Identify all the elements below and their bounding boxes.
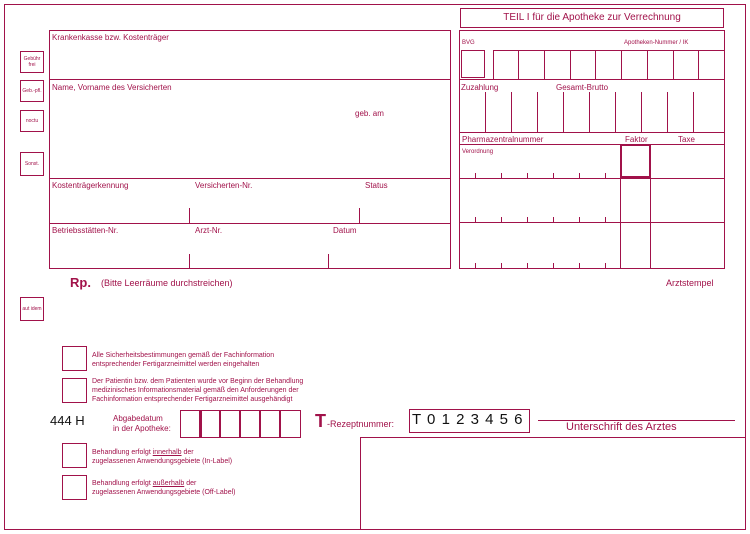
fee-label: Taxe — [678, 135, 695, 144]
copay-total-cells[interactable] — [459, 92, 725, 132]
off-label-checkbox[interactable] — [62, 475, 87, 500]
rx-hint: (Bitte Leerräume durchstreichen) — [101, 278, 233, 288]
safety-text-1: Alle Sicherheitsbestimmungen gemäß der Fachinformation — [92, 352, 275, 359]
rx-number-value: T 0 1 2 3 4 5 6 — [412, 411, 524, 428]
in-label-text-1: Behandlung erfolgt innerhalb der — [92, 449, 194, 456]
total-label: Gesamt-Brutto — [556, 83, 609, 92]
pharmacy-no-label: Apotheken-Nummer / IK — [624, 40, 689, 46]
date-label: Datum — [333, 226, 357, 235]
dob-label: geb. am — [355, 109, 384, 118]
prescription-row-3[interactable] — [459, 263, 620, 269]
bvg-label: BVG — [462, 40, 475, 46]
in-label-text-2: zugelassenen Anwendungsgebiete (In-Label) — [92, 458, 233, 465]
pzn-label: Pharmazentralnummer — [462, 135, 544, 144]
fee-free-box[interactable]: Gebühr frei — [20, 51, 44, 73]
insurer-id-label: Kostenträgerkennung — [52, 181, 129, 190]
prescription-row-1[interactable] — [459, 173, 620, 179]
noctu-box[interactable]: noctu — [20, 110, 44, 132]
pharmacy-no-cells[interactable] — [493, 50, 724, 79]
rx-number-label: -Rezeptnummer: — [327, 419, 395, 429]
facility-no-label: Betriebsstätten-Nr. — [52, 226, 119, 235]
doctor-stamp-label: Arztstempel — [666, 278, 714, 288]
insured-no-label: Versicherten-Nr. — [195, 181, 253, 190]
off-label-text-1: Behandlung erfolgt außerhalb der — [92, 480, 197, 487]
rx-symbol: Rp. — [70, 275, 91, 290]
factor-highlight-box[interactable] — [620, 144, 651, 178]
bvg-box[interactable] — [461, 50, 485, 78]
fee-required-box[interactable]: Geb.-pfl. — [20, 80, 44, 102]
dispense-label-1: Abgabedatum — [113, 414, 163, 423]
name-label: Name, Vorname des Versicherten — [52, 83, 172, 92]
off-label-text-2: zugelassenen Anwendungsgebiete (Off-Label) — [92, 489, 236, 496]
prescription-row-2[interactable] — [459, 217, 620, 223]
prescription-label: Verordnung — [462, 149, 494, 155]
dispense-date-cells[interactable] — [180, 410, 301, 438]
info-text-1: Der Patientin bzw. dem Patienten wurde vor Beginn der Behandlung — [92, 378, 304, 385]
info-checkbox[interactable] — [62, 378, 87, 403]
insurance-label: Krankenkasse bzw. Kostenträger — [52, 33, 169, 42]
status-label: Status — [365, 181, 388, 190]
dispense-label-2: in der Apotheke: — [113, 424, 171, 433]
info-text-2: medizinisches Informationsmaterial gemäß den Anforderungen der — [92, 387, 299, 394]
safety-checkbox[interactable] — [62, 346, 87, 371]
aut-idem-box[interactable]: aut idem — [20, 297, 44, 321]
copay-label: Zuzahlung — [461, 83, 499, 92]
factor-label: Faktor — [625, 135, 648, 144]
info-text-3: Fachinformation entsprechender Fertigarzneimittel ausgehändigt — [92, 396, 293, 403]
t-letter: T — [315, 411, 326, 431]
header-title: TEIL I für die Apotheke zur Verrechnung — [503, 12, 681, 23]
doctor-no-label: Arzt-Nr. — [195, 226, 223, 235]
signature-label: Unterschrift des Arztes — [566, 421, 677, 433]
in-label-checkbox[interactable] — [62, 443, 87, 468]
other-box[interactable]: Sonst. — [20, 152, 44, 176]
safety-text-2: entsprechender Fertigarzneimittel werden eingehalten — [92, 361, 260, 368]
form-code: 444 H — [50, 413, 85, 428]
